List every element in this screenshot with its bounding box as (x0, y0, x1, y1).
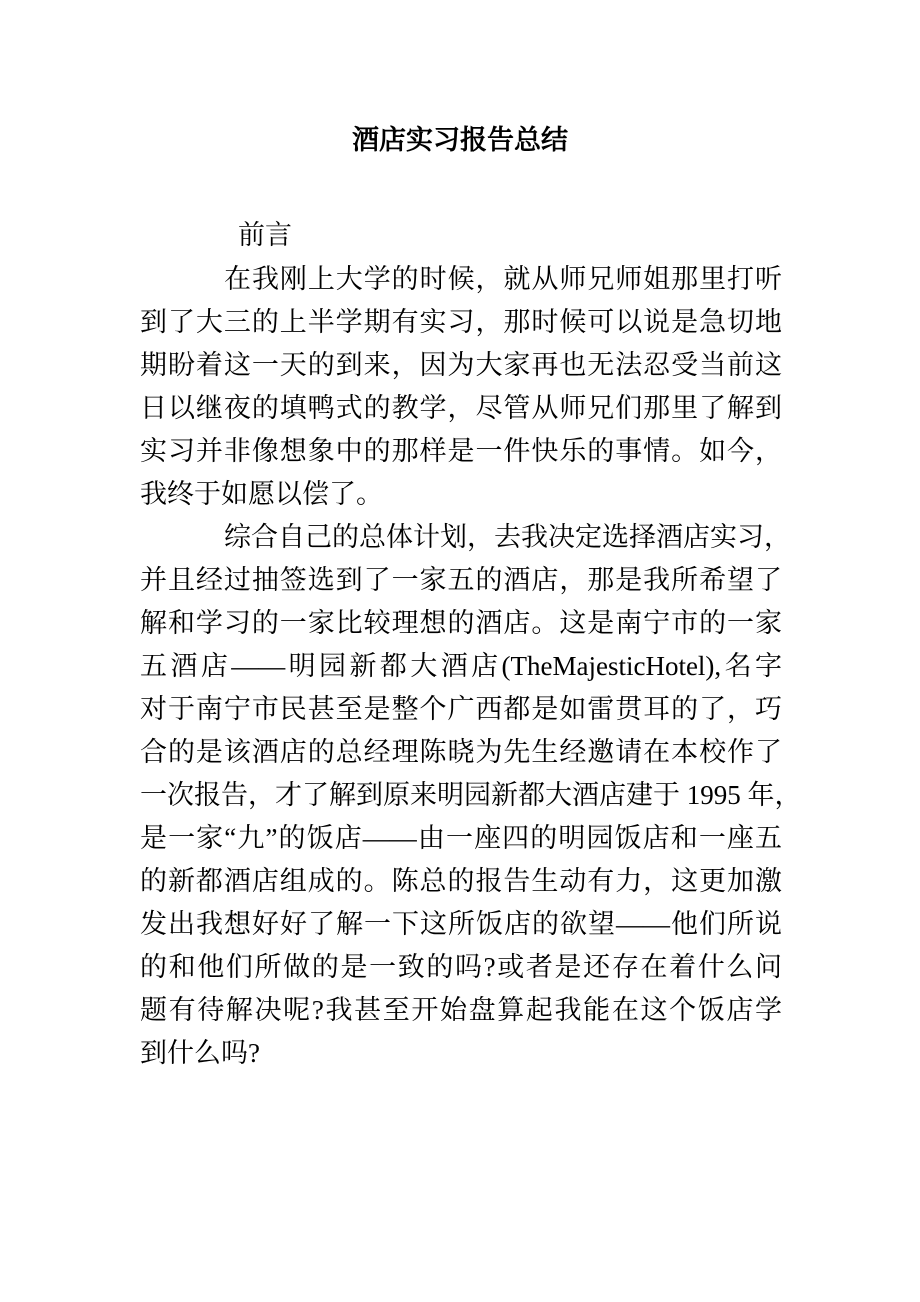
paragraph-line: 解和学习的一家比较理想的酒店。这是南宁市的一家 (140, 608, 782, 638)
paragraph-line: 期盼着这一天的到来，因为大家再也无法忍受当前这 (140, 350, 782, 380)
section-heading: 前言 (238, 220, 292, 250)
paragraph-line: 对于南宁市民甚至是整个广西都是如雷贯耳的了，巧 (140, 694, 782, 724)
document-title: 酒店实习报告总结 (352, 125, 568, 155)
paragraph-line: 是一家“九”的饭店——由一座四的明园饭店和一座五 (140, 823, 782, 853)
paragraph-line: 我终于如愿以偿了。 (140, 479, 383, 509)
paragraph-line: 合的是该酒店的总经理陈晓为先生经邀请在本校作了 (140, 737, 782, 767)
paragraph-line: 发出我想好好了解一下这所饭店的欲望——他们所说 (140, 909, 782, 939)
paragraph-line: 的和他们所做的是一致的吗?或者是还存在着什么问 (140, 952, 782, 982)
paragraph-line: 到了大三的上半学期有实习，那时候可以说是急切地 (140, 307, 782, 337)
paragraph (140, 516, 802, 1075)
paragraph-line: 实习并非像想象中的那样是一件快乐的事情。如今， (140, 436, 782, 466)
paragraph-line: 五酒店——明园新都大酒店(TheMajesticHotel),名字 (140, 651, 782, 681)
paragraph-line: 综合自己的总体计划，去我决定选择酒店实习， (224, 522, 791, 552)
paragraph-line: 题有待解决呢?我甚至开始盘算起我能在这个饭店学 (140, 995, 782, 1025)
document-body (140, 258, 802, 1075)
paragraph (140, 258, 782, 516)
paragraph-line: 一次报告，才了解到原来明园新都大酒店建于 1995 年， (140, 780, 802, 810)
paragraph-line: 到什么吗? (140, 1038, 260, 1068)
paragraph-line: 并且经过抽签选到了一家五的酒店，那是我所希望了 (140, 565, 782, 595)
paragraph-line: 日以继夜的填鸭式的教学，尽管从师兄们那里了解到 (140, 393, 782, 423)
paragraph-line: 的新都酒店组成的。陈总的报告生动有力，这更加激 (140, 866, 782, 896)
paragraph-line: 在我刚上大学的时候，就从师兄师姐那里打听 (224, 264, 782, 294)
